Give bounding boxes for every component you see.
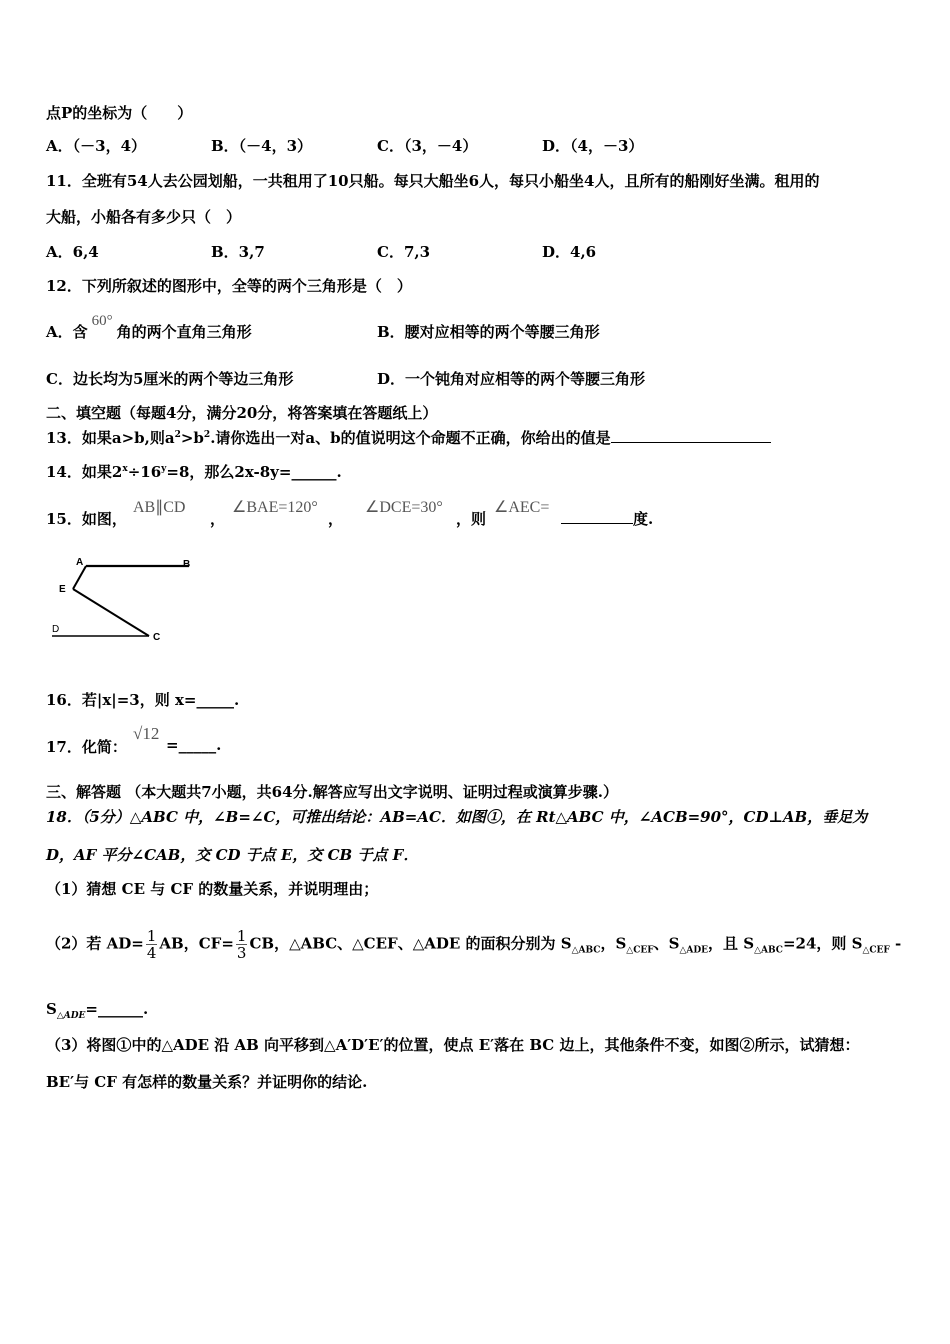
q13-part-b: >b xyxy=(180,429,204,447)
q18-part3-line1: （3）将图①中的△ADE 沿 AB 向平移到△A′D′E′的位置，使点 E′落在 BC 边上，其他条件不变，如图②所示，试猜想： xyxy=(46,1036,860,1054)
q16: 16．若|x|=3，则 x=_____. xyxy=(46,691,240,709)
q15-parallel: AB∥CD xyxy=(133,499,186,516)
q10-option-d: D．（4，－3） xyxy=(542,137,644,155)
label-c: C xyxy=(153,632,161,643)
q18-sub-5: △CEF xyxy=(862,945,890,956)
fraction-numerator: 1 xyxy=(236,927,247,945)
fraction-numerator: 1 xyxy=(146,927,157,945)
q12-option-a-angle: 60° xyxy=(91,313,113,329)
q11-option-b: B．3,7 xyxy=(211,243,265,261)
q18-part2-line2-b: =______. xyxy=(85,1000,149,1018)
q18-part2-e: 、S xyxy=(653,934,680,953)
q15-sep-1: ， xyxy=(210,510,226,528)
q11-option-d: D．4,6 xyxy=(542,243,597,261)
q13-sup-2: 2 xyxy=(203,430,211,440)
fraction-denominator: 4 xyxy=(146,944,157,962)
q14-part-b: ÷16 xyxy=(127,463,162,481)
q18-part3-line2: BE′与 CF 有怎样的数量关系？并证明你的结论. xyxy=(46,1073,368,1091)
q14-part-c: =8，那么2x-8y=______. xyxy=(166,463,342,481)
q13-part-a: 13．如果a>b,则a xyxy=(46,429,175,447)
q18-part2 xyxy=(46,928,901,961)
segment-ae xyxy=(73,566,86,589)
q11-option-c: C．7,3 xyxy=(377,243,431,261)
q18-part2-f: ，且 S xyxy=(708,934,755,953)
q18-part2-b: AB，CF= xyxy=(159,934,234,953)
q15-angle-dce: ∠DCE=30° xyxy=(365,499,443,516)
q11-line2: 大船，小船各有多少只（ ） xyxy=(46,208,242,226)
q14-sup-1: x xyxy=(122,464,128,474)
fraction-one-third xyxy=(236,928,248,961)
q12-option-a xyxy=(46,313,252,342)
q10-stem: 点P的坐标为（ ） xyxy=(46,104,193,122)
segment-ec xyxy=(73,589,149,636)
q15-prefix: 15．如图， xyxy=(46,510,127,528)
section-3-heading: 三、解答题 （本大题共7小题，共64分.解答应写出文字说明、证明过程或演算步骤.） xyxy=(46,783,618,801)
q10-option-b: B．（－4，3） xyxy=(211,137,313,155)
q18-part2-g: =24，则 S xyxy=(782,934,863,953)
q12-option-a-suffix: 角的两个直角三角形 xyxy=(116,323,252,341)
label-a: A xyxy=(76,557,84,568)
q18-part2-line2 xyxy=(46,1000,148,1021)
q13-sup-1: 2 xyxy=(174,430,181,440)
q11-option-a: A．6,4 xyxy=(46,243,99,261)
q18-part2-c: CB，△ABC、△CEF、△ADE 的面积分别为 S xyxy=(249,934,572,953)
q14 xyxy=(46,461,342,482)
label-b: B xyxy=(183,559,191,570)
q18-part2-h: - xyxy=(889,934,902,953)
q18-line2: D，AF 平分∠CAB，交 CD 于点 E，交 CB 于点 F． xyxy=(46,846,419,864)
q13 xyxy=(46,427,771,448)
q15-angle-bae: ∠BAE=120° xyxy=(232,499,318,516)
q15-sep-3: ，则 xyxy=(456,510,487,528)
fraction-one-quarter xyxy=(146,928,158,961)
q18-part2-line2-a: S xyxy=(46,1000,57,1018)
label-e: E xyxy=(59,584,66,595)
q17-prefix: 17．化简： xyxy=(46,738,127,756)
q10-option-c: C．（3，－4） xyxy=(377,137,478,155)
label-d: D xyxy=(52,624,60,635)
fraction-denominator: 3 xyxy=(236,944,247,962)
q15-suffix: 度. xyxy=(633,510,654,528)
q12-stem: 12．下列所叙述的图形中，全等的两个三角形是（ ） xyxy=(46,277,412,295)
q18-sub-3: △ADE xyxy=(679,945,709,956)
q18-part2-a: （2）若 AD= xyxy=(46,934,144,953)
q12-option-a-prefix: A．含 xyxy=(46,323,88,341)
q14-part-a: 14．如果2 xyxy=(46,463,123,481)
q18-part2-line2-sub: △ADE xyxy=(56,1011,86,1021)
q15-answer-line xyxy=(561,508,653,529)
q12-option-c: C．边长均为5厘米的两个等边三角形 xyxy=(46,370,294,388)
q15-angle-aec: ∠AEC= xyxy=(494,499,550,516)
section-2-heading: 二、填空题（每题4分，满分20分，将答案填在答题纸上） xyxy=(46,404,438,422)
q18-part2-d: ，S xyxy=(600,934,627,953)
q18-line1: 18．（5分）△ABC 中，∠B=∠C，可推出结论：AB=AC．如图①，在 Rt△ABC 中，∠ACB=90°，CD⊥AB，垂足为 xyxy=(46,808,868,826)
q11-line1: 11．全班有54人去公园划船，一共租用了10只船。每只大船坐6人，每只小船坐4人，且所有的船刚好坐满。租用的 xyxy=(46,172,820,190)
q18-sub-4: △ABC xyxy=(754,945,783,956)
q13-part-c: .请你选出一对a、b的值说明这个命题不正确，你给出的值是 xyxy=(210,429,611,447)
q15-figure xyxy=(46,552,206,647)
q18-sub-2: △CEF xyxy=(626,945,654,956)
q18-part1: （1）猜想 CE 与 CF 的数量关系，并说明理由； xyxy=(46,880,379,898)
q18-sub-1: △ABC xyxy=(571,945,601,956)
q12-option-d: D．一个钝角对应相等的两个等腰三角形 xyxy=(377,370,646,388)
q13-answer-blank[interactable] xyxy=(611,442,771,443)
q17-suffix: =_____. xyxy=(166,736,222,754)
q14-sup-2: y xyxy=(161,464,167,474)
q10-option-a: A．（－3，4） xyxy=(46,137,147,155)
q17-sqrt: √12 xyxy=(133,724,160,743)
q15-answer-blank[interactable] xyxy=(561,523,633,524)
q12-option-b: B．腰对应相等的两个等腰三角形 xyxy=(377,323,600,341)
q15-sep-2: ， xyxy=(328,510,344,528)
